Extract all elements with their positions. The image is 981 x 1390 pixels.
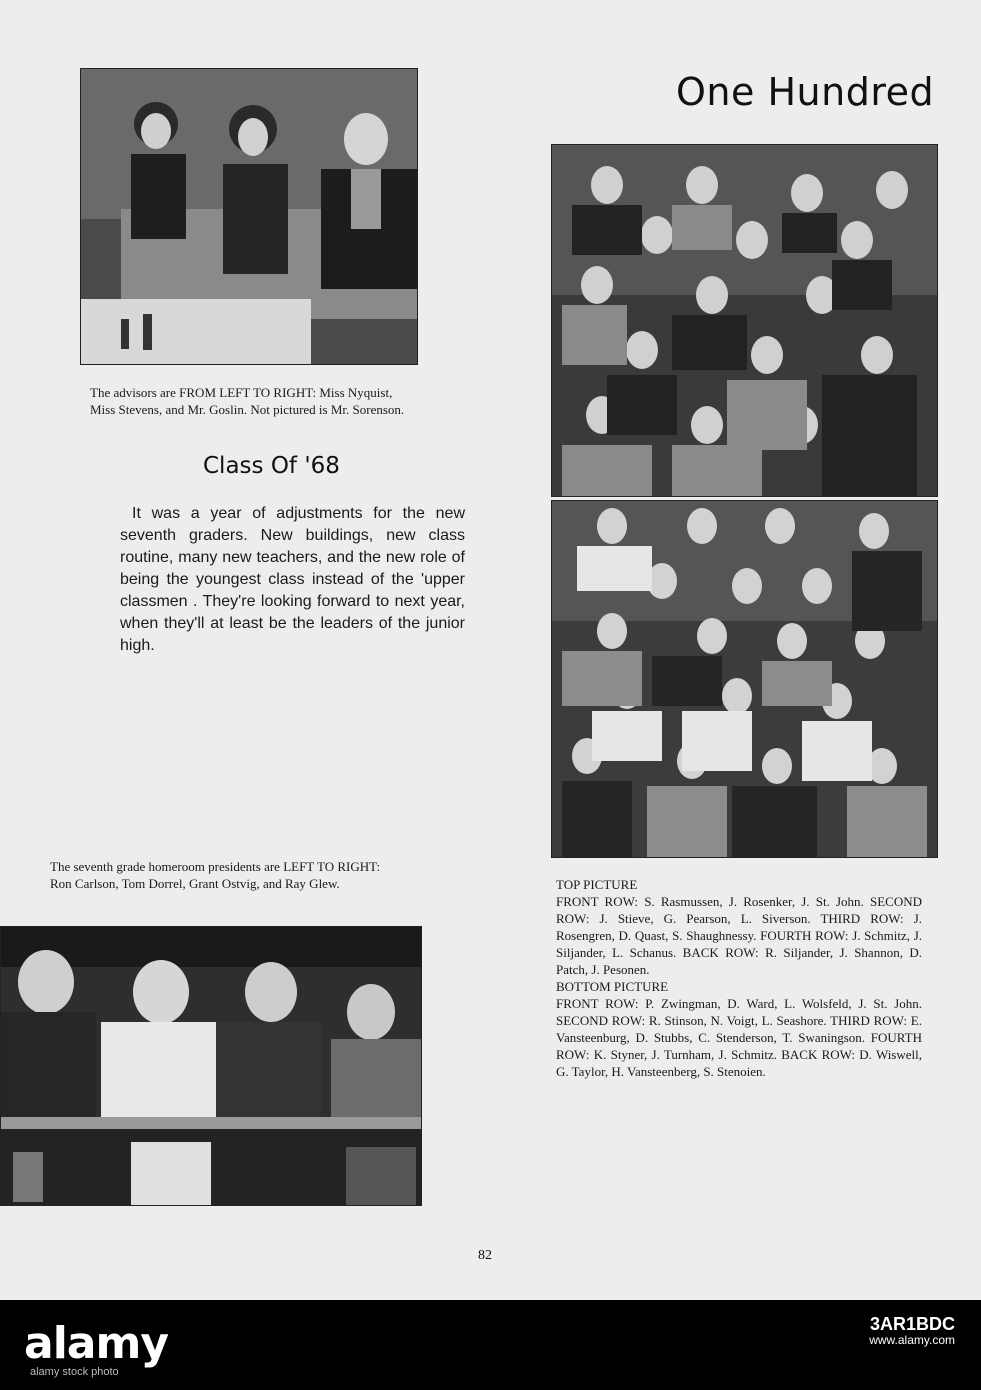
advisors-caption: The advisors are FROM LEFT TO RIGHT: Miss Nyquist, Miss Stevens, and Mr. Goslin. Not pictured is Mr. Sorenson.	[90, 385, 405, 417]
page-number: 82	[478, 1248, 492, 1263]
page-title: One Hundred	[676, 70, 935, 114]
alamy-logo: alamy	[24, 1318, 168, 1369]
alamy-site: www.alamy.com	[869, 1333, 955, 1347]
top-picture-names: FRONT ROW: S. Rasmussen, J. Rosenker, J. St. John. SECOND ROW: J. Stieve, G. Pearson, L. Siverson. THIRD ROW: J. Rosengren, D. Quast, S. Shaughnessy. FOURTH ROW: J. Schmitz, J. Siljander, L. Schanus. BACK ROW: R. Siljander, J. Shannon, D. Patch, J. Pesonen.	[556, 894, 922, 977]
photo-credits	[556, 876, 922, 1080]
image-id: 3AR1BDC	[869, 1314, 955, 1334]
bottom-picture-names: FRONT ROW: P. Zwingman, D. Ward, L. Wolsfeld, J. St. John. SECOND ROW: R. Stinson, N. Voigt, L. Seashore. THIRD ROW: E. Vansteenburg, D. Stubbs, C. Stenderson, T. Swaningson. FOURTH ROW: K. Styner, J. Turnham, J. Schmitz. BACK ROW: D. Wiswell, G. Taylor, H. Vansteenberg, S. Stenoien.	[556, 996, 922, 1079]
presidents-photo	[0, 926, 422, 1206]
bottom-class-photo	[551, 500, 938, 858]
advisors-photo	[80, 68, 418, 365]
top-picture-label: TOP PICTURE	[556, 877, 638, 892]
class-description: It was a year of adjustments for the new seventh graders. New buildings, new class routine, many new teachers, and the new role of being the youngest class instead of the 'upper classmen . They're looking forward to next year, when they'll at least be the leaders of the junior high.	[120, 505, 465, 654]
alamy-stock-label: alamy stock photo	[30, 1366, 119, 1378]
top-class-photo	[551, 144, 938, 497]
class-heading: Class Of '68	[203, 453, 340, 479]
bottom-picture-label: BOTTOM PICTURE	[556, 979, 669, 994]
watermark-bar	[0, 1300, 981, 1390]
presidents-caption: The seventh grade homeroom presidents are LEFT TO RIGHT: Ron Carlson, Tom Dorrel, Grant Ostvig, and Ray Glew.	[50, 859, 381, 891]
image-id-block	[869, 1316, 955, 1348]
